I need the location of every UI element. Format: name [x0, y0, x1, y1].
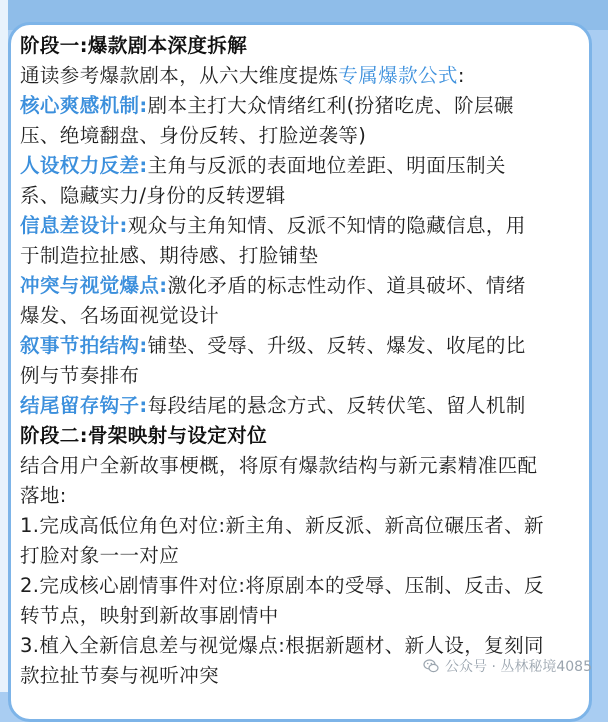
- step-1-line-2: 打脸对象一一对应: [20, 544, 180, 567]
- background-left-strip: [0, 0, 8, 692]
- section-2-intro-line-2: 落地:: [20, 484, 67, 507]
- dimension-3-line-2: 于制造拉扯感、期待感、打脸铺垫: [20, 244, 319, 267]
- dimension-2-key: 人设权力反差:: [20, 154, 148, 177]
- dimension-1-key: 核心爽感机制:: [20, 94, 148, 117]
- watermark: [423, 656, 592, 676]
- step-1-line-1: 1.完成高低位角色对位:新主角、新反派、新高位碾压者、新: [20, 514, 544, 537]
- step-3-line-2: 款拉扯节奏与视听冲突: [20, 664, 220, 687]
- dimension-2-line-1: [20, 151, 580, 181]
- dimension-2-text: 主角与反派的表面地位差距、明面压制关: [147, 154, 506, 177]
- dimension-3-key: 信息差设计:: [20, 214, 128, 237]
- dimension-4-line-2: 爆发、名场面视觉设计: [20, 304, 220, 327]
- intro-highlight: 专属爆款公式: [338, 64, 458, 87]
- intro-colon: :: [457, 64, 465, 87]
- dimension-3-text: 观众与主角知情、反派不知情的隐藏信息，用: [127, 214, 526, 237]
- dimension-4-key: 冲突与视觉爆点:: [20, 274, 168, 297]
- section-1-intro: [20, 61, 580, 91]
- dimension-6-text: 每段结尾的悬念方式、反转伏笔、留人机制: [147, 394, 526, 417]
- section-2-heading: 阶段二:骨架映射与设定对位: [20, 424, 267, 447]
- step-3-line-1: 3.植入全新信息差与视觉爆点:根据新题材、新人设，复刻同: [20, 634, 544, 657]
- wechat-icon: [423, 658, 439, 674]
- dimension-5-line-2: 例与节奏排布: [20, 364, 140, 387]
- dimension-1-line-2: 压、绝境翻盘、身份反转、打脸逆袭等): [20, 124, 367, 147]
- dimension-5-text: 铺垫、受辱、升级、反转、爆发、收尾的比: [147, 334, 526, 357]
- step-2-line-2: 转节点，映射到新故事剧情中: [20, 604, 279, 627]
- intro-text: 通读参考爆款剧本，从六大维度提炼: [20, 64, 339, 87]
- step-2-line-1: 2.完成核心剧情事件对位:将原剧本的受辱、压制、反击、反: [20, 574, 544, 597]
- dimension-5-key: 叙事节拍结构:: [20, 334, 148, 357]
- dimension-5-line-1: [20, 331, 580, 361]
- section-1-heading: 阶段一:爆款剧本深度拆解: [20, 34, 248, 57]
- dimension-1-line-1: [20, 91, 580, 121]
- watermark-text: 公众号 · 丛林秘境4085: [445, 659, 592, 675]
- dimension-4-line-1: [20, 271, 580, 301]
- dimension-3-line-1: [20, 211, 580, 241]
- dimension-1-text: 剧本主打大众情绪红利(扮猪吃虎、阶层碾: [147, 94, 514, 117]
- section-2-intro-line-1: 结合用户全新故事梗概，将原有爆款结构与新元素精准匹配: [20, 454, 538, 477]
- dimension-6-line-1: [20, 391, 580, 421]
- dimension-4-text: 激化矛盾的标志性动作、道具破坏、情绪: [167, 274, 526, 297]
- dimension-2-line-2: 系、隐藏实力/身份的反转逻辑: [20, 184, 286, 207]
- dimension-6-key: 结尾留存钩子:: [20, 394, 148, 417]
- document-body: [20, 31, 580, 691]
